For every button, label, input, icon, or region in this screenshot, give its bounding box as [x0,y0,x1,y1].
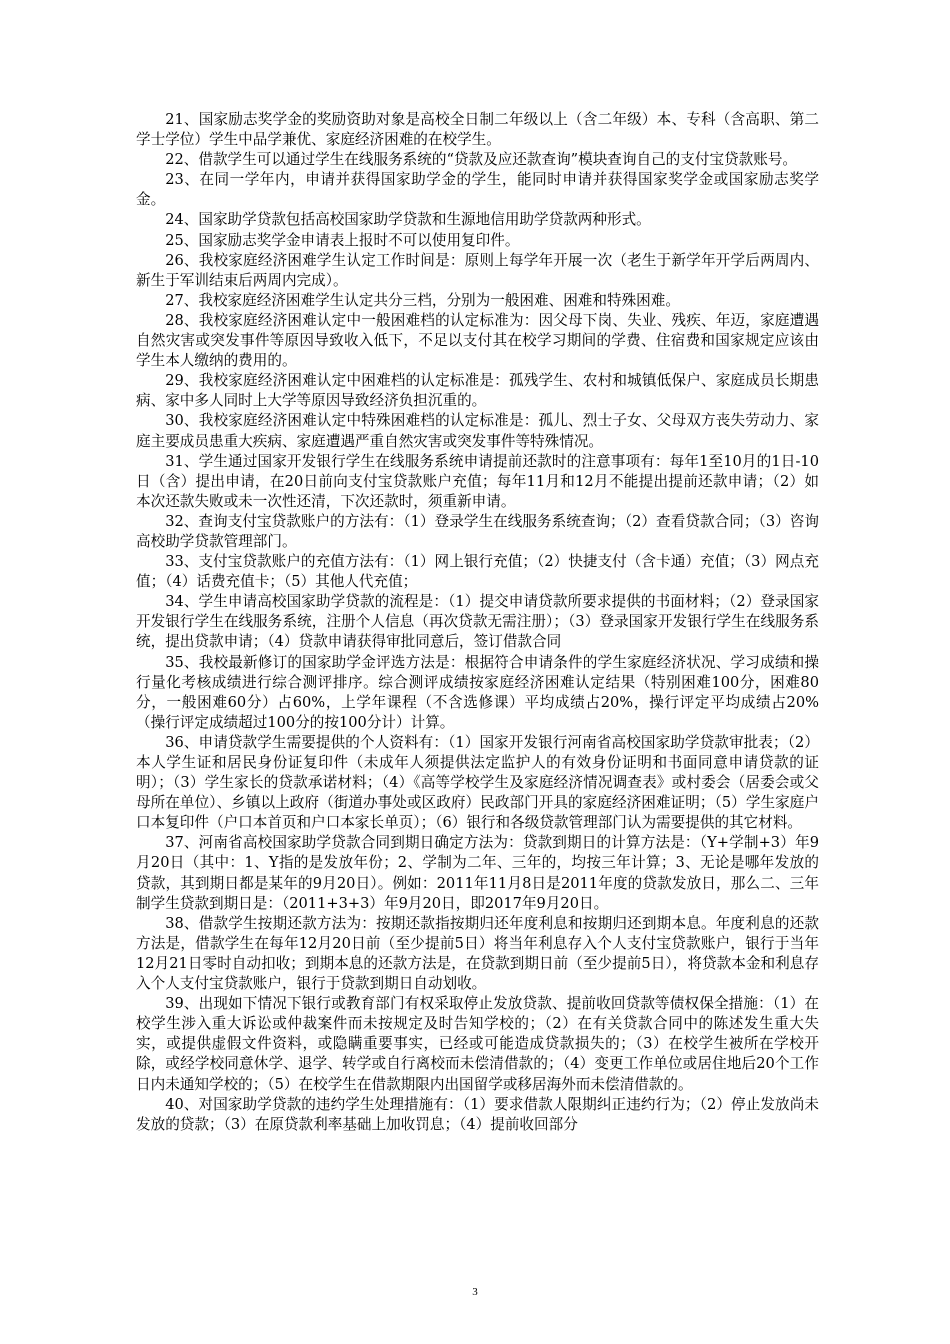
paragraph: 23、在同一学年内，申请并获得国家助学金的学生，能同时申请并获得国家奖学金或国家励志奖学金。 [136,171,819,209]
paragraph: 21、国家励志奖学金的奖励资助对象是高校全日制二年级以上（含二年级）本、专科（含高职、第二学士学位）学生中品学兼优、家庭经济困难的在校学生。 [136,111,819,149]
paragraph: 40、对国家助学贷款的违约学生处理措施有：（1）要求借款人限期纠正违约行为；（2）停止发放尚未发放的贷款；（3）在原贷款利率基础上加收罚息；（4）提前收回部分 [136,1095,819,1133]
page-number: 3 [472,1286,478,1298]
paragraph: 31、学生通过国家开发银行学生在线服务系统申请提前还款时的注意事项有：每年1至10月的1日-10日（含）提出申请，在20日前向支付宝贷款账户充值；每年11月和12月不能提出提前还款申请；（2）如本次还款失败或未一次性还清，下次还款时，须重新申请。 [136,452,819,510]
paragraph: 35、我校最新修订的国家助学金评选方法是：根据符合申请条件的学生家庭经济状况、学习成绩和操行量化考核成绩进行综合测评排序。综合测评成绩按家庭经济困难认定结果（特别困难100分，困难80分，一般困难60分）占60%，上学年课程（不含选修课）平均成绩占20%，操行评定平均成绩占20%（操行评定成绩超过100分的按100分计）计算。 [136,653,819,731]
paragraph: 33、支付宝贷款账户的充值方法有：（1）网上银行充值；（2）快捷支付（含卡通）充值；（3）网点充值；（4）话费充值卡；（5）其他人代充值； [136,553,819,591]
document-body [136,110,819,1135]
paragraph: 29、我校家庭经济困难认定中困难档的认定标准是：孤残学生、农村和城镇低保户、家庭成员长期患病、家中多人同时上大学等原因导致经济负担沉重的。 [136,372,819,410]
paragraph: 38、借款学生按期还款方法为：按期还款指按期归还年度利息和按期归还到期本息。年度利息的还款方法是，借款学生在每年12月20日前（至少提前5日）将当年利息存入个人支付宝贷款账户，银行于当年12月21日零时自动扣收；到期本息的还款方法是，在贷款到期日前（至少提前5日），将贷款本金和利息存入个人支付宝贷款账户，银行于贷款到期日自动划收。 [136,914,819,993]
paragraph: 34、学生申请高校国家助学贷款的流程是：（1）提交申请贷款所要求提供的书面材料；（2）登录国家开发银行学生在线服务系统，注册个人信息（再次贷款无需注册）；（3）登录国家开发银行学生在线服务系统，提出贷款申请；（4）贷款申请获得审批同意后，签订借款合同 [136,593,819,651]
paragraph: 36、申请贷款学生需要提供的个人资料有：（1）国家开发银行河南省高校国家助学贷款审批表；（2）本人学生证和居民身份证复印件（未成年人须提供法定监护人的有效身份证明和书面同意申请贷款的证明）；（3）学生家长的贷款承诺材料；（4）《高等学校学生及家庭经济情况调查表》或村委会（居委会或父母所在单位）、乡镇以上政府（街道办事处或区政府）民政部门开具的家庭经济困难证明；（5）学生家庭户口本复印件（户口本首页和户口本家长单页）；（6）银行和各级贷款管理部门认为需要提供的其它材料。 [136,733,819,832]
paragraph: 25、国家励志奖学金申请表上报时不可以使用复印件。 [165,231,520,249]
paragraph: 24、国家助学贷款包括高校国家助学贷款和生源地信用助学贷款两种形式。 [165,211,651,229]
paragraph: 28、我校家庭经济困难认定中一般困难档的认定标准为：因父母下岗、失业、残疾、年迈，家庭遭遇自然灾害或突发事件等原因导致收入低下，不足以支付其在校学习期间的学费、住宿费和国家规定应该由学生本人缴纳的费用的。 [136,311,819,370]
paragraph: 30、我校家庭经济困难认定中特殊困难档的认定标准是：孤儿、烈士子女、父母双方丧失劳动力、家庭主要成员患重大疾病、家庭遭遇严重自然灾害或突发事件等特殊情况。 [136,412,819,450]
paragraph: 39、出现如下情况下银行或教育部门有权采取停止发放贷款、提前收回贷款等债权保全措施：（1）在校学生涉入重大诉讼或仲裁案件而未按规定及时告知学校的；（2）在有关贷款合同中的陈述发生重大失实，或提供虚假文件资料，或隐瞒重要事实，已经或可能造成贷款损失的；（3）在校学生被所在学校开除，或经学校同意休学、退学、转学或自行离校而未偿清借款的；（4）变更工作单位或居住地后20个工作日内未通知学校的；（5）在校学生在借款期限内出国留学或移居海外而未偿清借款的。 [136,995,819,1093]
paragraph: 32、查询支付宝贷款账户的方法有：（1）登录学生在线服务系统查询；（2）查看贷款合同；（3）咨询高校助学贷款管理部门。 [136,512,819,550]
paragraph: 22、借款学生可以通过学生在线服务系统的“贷款及应还款查询”模块查询自己的支付宝贷款账号。 [165,151,798,169]
paragraph: 27、我校家庭经济困难学生认定共分三档，分别为一般困难、困难和特殊困难。 [165,291,680,309]
paragraph: 37、河南省高校国家助学贷款合同到期日确定方法为：贷款到期日的计算方法是：（Y+学制+3）年9月20日（其中：1、Y指的是发放年份；2、学制为二年、三年的，均按三年计算；3、无论是哪年发放的贷款，其到期日都是某年的9月20日）。例如：2011年11月8日是2011年度的贷款发放日，那么二、三年制学生贷款到期日是：（2011+3+3）年9月20日，即2017年9月20日。 [136,834,819,912]
paragraph: 26、我校家庭经济困难学生认定工作时间是：原则上每学年开展一次（老生于新学年开学后两周内、新生于军训结束后两周内完成）。 [136,251,819,289]
